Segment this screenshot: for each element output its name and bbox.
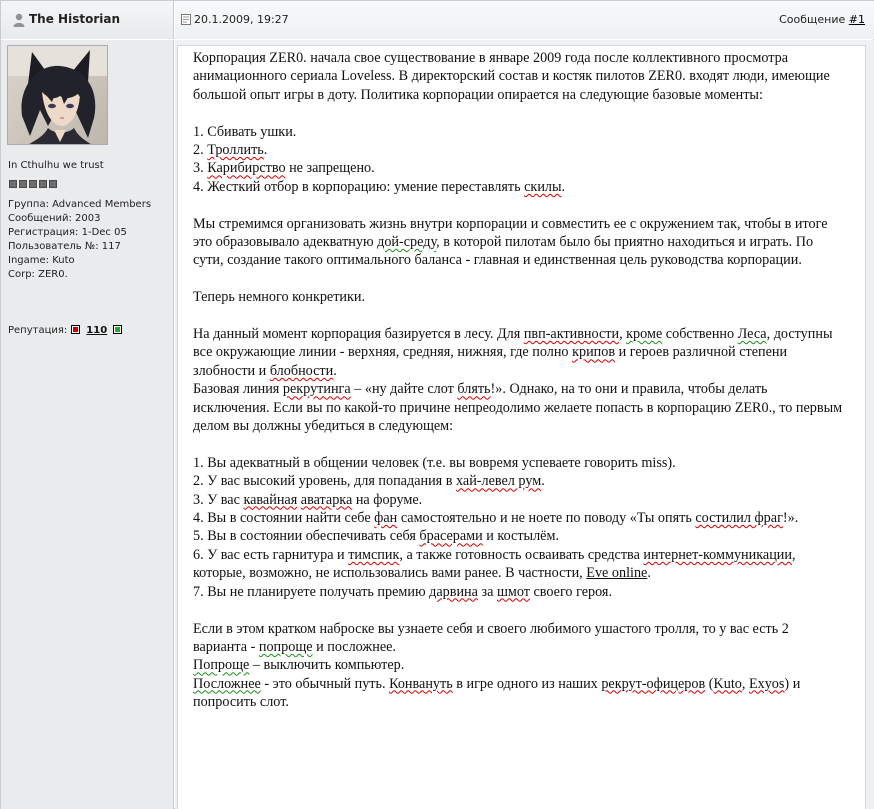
post-paragraph-specifics: Теперь немного конкретики.: [193, 289, 366, 306]
post-paragraph-hard: Посложнее - это обычный путь. Конвануть в игре одного из наших рекрут-офицеров (Kuto, Exyos) и попросить слот.: [193, 675, 801, 711]
avatar: [7, 45, 108, 145]
basics-item-4: 4. Жесткий отбор в корпорацию: умение переставлять скилы.: [193, 178, 566, 195]
requirement-item-5: 5. Вы в состоянии обеспечивать себя брасерами и костылём.: [193, 528, 559, 545]
post-paragraph-goal: Мы стремимся организовать жизнь внутри корпорации и совместить ее с окружением так, чтобы в итоге это образовывало адекватную дой-среду, в которой пилотам было бы приятно находиться и играть. По сути, создание такого оптимального баланса - главная и единственная цель руководства корпорации.: [193, 215, 828, 269]
requirement-item-4: 4. Вы в состоянии найти себе фан самостоятельно и не ноете по поводу «Ты опять состилил фраг!».: [193, 510, 799, 527]
plus-icon[interactable]: [113, 325, 122, 334]
minus-icon[interactable]: [71, 325, 80, 334]
post-label: Сообщение: [779, 13, 849, 26]
author-header: [1, 1, 174, 39]
requirement-item-3: 3. У вас кавайная аватарка на форуме.: [193, 491, 423, 508]
post-meta: [175, 1, 874, 39]
basics-item-2: 2. Троллить.: [193, 142, 268, 159]
user-corp: Corp: ZER0.: [8, 269, 68, 280]
user-group: Группа: Advanced Members: [8, 199, 152, 210]
basics-item-3: 3. Карибирство не запрещено.: [193, 160, 375, 177]
avatar-image: [8, 46, 108, 145]
rank-pip: [39, 180, 47, 188]
user-registered: Регистрация: 1-Dec 05: [8, 227, 127, 238]
requirement-item-2: 2. У вас высокий уровень, для попадания в хай-левел рум.: [193, 473, 545, 490]
rank-pips: [9, 173, 59, 192]
post-number-link[interactable]: #1: [848, 13, 865, 26]
post-header: [1, 1, 874, 39]
post-paragraph-recruiting: Базовая линия рекрутинга – «ну дайте слот блять!». Однако, на то они и правила, чтобы делать исключения. Если вы по какой-то причине непреодолимо желаете попасть в корпорацию ZER0., то первым делом вы должны убедиться в следующем:: [193, 381, 843, 435]
user-tagline: In Cthulhu we trust: [8, 160, 104, 171]
author-name-link[interactable]: The Historian: [29, 12, 120, 26]
author-sidebar: [1, 40, 174, 809]
post-paragraph-easy: Попроще – выключить компьютер.: [193, 657, 405, 674]
reputation-value-link[interactable]: 110: [86, 325, 108, 336]
rank-pip: [19, 180, 27, 188]
post-number-label: [779, 13, 865, 26]
reputation-row: [8, 325, 122, 336]
requirement-item-6: 6. У вас есть гарнитура и тимспик, а также готовность осваивать средства интернет-коммуникации, которые, возможно, не использовались вами ранее. В частности, Eve online.: [193, 546, 796, 582]
requirement-item-1: 1. Вы адекватный в общении человек (т.е. вы вовремя успеваете говорить miss).: [193, 454, 676, 471]
post-paragraph-base: На данный момент корпорация базируется в лесу. Для пвп-активности, кроме собственно Леса, доступны все окружающие линии - верхняя, средняя, нижняя, где полно крипов и героев различной степени злобности и блобности.: [193, 326, 833, 379]
post-paragraph-intro: Корпорация ZER0. начала свое существование в январе 2009 года после коллективного просмотра анимационного сериала Loveless. В директорский состав и костяк пилотов ZER0. входят люди, имеющие большой опыт игры в доту. Политика корпорации опирается на следующие базовые моменты:: [193, 50, 830, 103]
requirement-item-7: 7. Вы не планируете получать премию дарвина за шмот своего героя.: [193, 583, 612, 600]
user-icon: [13, 13, 25, 27]
post-date: 20.1.2009, 19:27: [194, 13, 289, 26]
reputation-label: Репутация:: [8, 325, 68, 336]
user-number: Пользователь №: 117: [8, 241, 121, 252]
user-ingame: Ingame: Kuto: [8, 255, 75, 266]
post-body: [177, 45, 866, 809]
post-icon: [181, 14, 191, 25]
rank-pip: [9, 180, 17, 188]
eve-online-link[interactable]: Eve online: [586, 565, 648, 582]
post-paragraph-options: Если в этом кратком наброске вы узнаете себя и своего любимого ушастого тролля, то у вас есть 2 варианта - попроще и посложнее.: [193, 620, 789, 655]
basics-item-1: 1. Сбивать ушки.: [193, 123, 297, 140]
user-posts: Сообщений: 2003: [8, 213, 101, 224]
rank-pip: [29, 180, 37, 188]
rank-pip: [49, 180, 57, 188]
post-text: [193, 49, 843, 712]
